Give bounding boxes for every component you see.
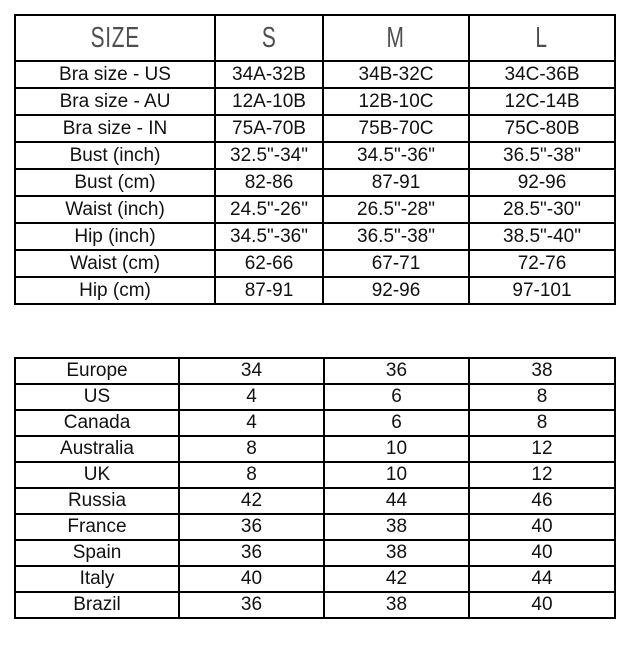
size-value-cell: 42 <box>324 566 469 592</box>
size-value-cell: 12B-10C <box>323 88 469 115</box>
size-value-cell: 6 <box>324 410 469 436</box>
row-label: Bra size - AU <box>15 88 215 115</box>
row-label: US <box>15 384 179 410</box>
table-row <box>15 88 615 115</box>
table-row <box>15 358 615 384</box>
row-label: Hip (inch) <box>15 223 215 250</box>
table-row <box>15 223 615 250</box>
size-value-cell: 34C-36B <box>469 61 615 88</box>
table-row <box>15 61 615 88</box>
row-label: Bust (inch) <box>15 142 215 169</box>
row-label: Bra size - US <box>15 61 215 88</box>
size-value-cell: 34.5"-36" <box>323 142 469 169</box>
row-label: Waist (cm) <box>15 250 215 277</box>
size-value-cell: 67-71 <box>323 250 469 277</box>
table-row <box>15 250 615 277</box>
size-value-cell: 38 <box>324 592 469 618</box>
size-value-cell: 75C-80B <box>469 115 615 142</box>
size-value-cell: 38 <box>324 540 469 566</box>
table-row <box>15 142 615 169</box>
size-value-cell: 28.5"-30" <box>469 196 615 223</box>
size-value-cell: 92-96 <box>323 277 469 304</box>
size-value-cell: 38.5"-40" <box>469 223 615 250</box>
table-row <box>15 540 615 566</box>
size-value-cell: 8 <box>179 436 324 462</box>
size-value-cell: 8 <box>469 384 615 410</box>
size-value-cell: 34A-32B <box>215 61 323 88</box>
row-label: UK <box>15 462 179 488</box>
header-row <box>15 15 615 61</box>
size-value-cell: 44 <box>324 488 469 514</box>
conversion-body <box>15 358 615 618</box>
size-value-cell: 34B-32C <box>323 61 469 88</box>
size-value-cell: 46 <box>469 488 615 514</box>
table-row <box>15 566 615 592</box>
table-row <box>15 169 615 196</box>
size-value-cell: 36 <box>179 592 324 618</box>
size-column-header <box>469 15 615 61</box>
size-value-cell: 38 <box>469 358 615 384</box>
size-value-cell: 32.5"-34" <box>215 142 323 169</box>
size-value-cell: 82-86 <box>215 169 323 196</box>
size-value-cell: 40 <box>179 566 324 592</box>
measurements-body <box>15 61 615 304</box>
header-label: SIZE <box>90 21 140 54</box>
table-row <box>15 488 615 514</box>
size-label-header <box>15 15 215 61</box>
size-value-cell: 12 <box>469 462 615 488</box>
table-row <box>15 410 615 436</box>
size-value-cell: 36.5"-38" <box>469 142 615 169</box>
international-size-conversion-table <box>14 357 616 619</box>
table-row <box>15 115 615 142</box>
row-label: Russia <box>15 488 179 514</box>
size-value-cell: 44 <box>469 566 615 592</box>
size-header-row <box>15 15 615 61</box>
size-value-cell: 72-76 <box>469 250 615 277</box>
size-value-cell: 4 <box>179 410 324 436</box>
size-value-cell: 10 <box>324 436 469 462</box>
header-label: S <box>261 21 277 54</box>
size-value-cell: 36 <box>324 358 469 384</box>
row-label: Brazil <box>15 592 179 618</box>
size-value-cell: 6 <box>324 384 469 410</box>
size-value-cell: 12 <box>469 436 615 462</box>
size-value-cell: 75A-70B <box>215 115 323 142</box>
size-value-cell: 26.5"-28" <box>323 196 469 223</box>
table-row <box>15 196 615 223</box>
size-value-cell: 87-91 <box>215 277 323 304</box>
table-row <box>15 384 615 410</box>
size-value-cell: 10 <box>324 462 469 488</box>
table-row <box>15 462 615 488</box>
size-value-cell: 24.5"-26" <box>215 196 323 223</box>
row-label: Hip (cm) <box>15 277 215 304</box>
row-label: France <box>15 514 179 540</box>
size-value-cell: 36 <box>179 514 324 540</box>
size-value-cell: 92-96 <box>469 169 615 196</box>
row-label: Spain <box>15 540 179 566</box>
size-value-cell: 87-91 <box>323 169 469 196</box>
size-value-cell: 12C-14B <box>469 88 615 115</box>
size-value-cell: 34.5"-36" <box>215 223 323 250</box>
size-value-cell: 8 <box>179 462 324 488</box>
size-value-cell: 38 <box>324 514 469 540</box>
size-value-cell: 8 <box>469 410 615 436</box>
size-value-cell: 4 <box>179 384 324 410</box>
table-row <box>15 436 615 462</box>
row-label: Waist (inch) <box>15 196 215 223</box>
size-value-cell: 34 <box>179 358 324 384</box>
header-label: M <box>386 21 406 54</box>
row-label: Australia <box>15 436 179 462</box>
table-row <box>15 592 615 618</box>
row-label: Europe <box>15 358 179 384</box>
size-column-header <box>215 15 323 61</box>
size-value-cell: 40 <box>469 514 615 540</box>
size-value-cell: 97-101 <box>469 277 615 304</box>
row-label: Canada <box>15 410 179 436</box>
size-value-cell: 12A-10B <box>215 88 323 115</box>
size-value-cell: 36.5"-38" <box>323 223 469 250</box>
row-label: Italy <box>15 566 179 592</box>
size-value-cell: 42 <box>179 488 324 514</box>
garment-measurements-table <box>14 14 616 305</box>
header-label: L <box>535 21 549 54</box>
size-value-cell: 36 <box>179 540 324 566</box>
size-value-cell: 40 <box>469 540 615 566</box>
size-column-header <box>323 15 469 61</box>
table-row <box>15 514 615 540</box>
size-value-cell: 62-66 <box>215 250 323 277</box>
row-label: Bra size - IN <box>15 115 215 142</box>
size-value-cell: 75B-70C <box>323 115 469 142</box>
table-row <box>15 277 615 304</box>
size-value-cell: 40 <box>469 592 615 618</box>
row-label: Bust (cm) <box>15 169 215 196</box>
